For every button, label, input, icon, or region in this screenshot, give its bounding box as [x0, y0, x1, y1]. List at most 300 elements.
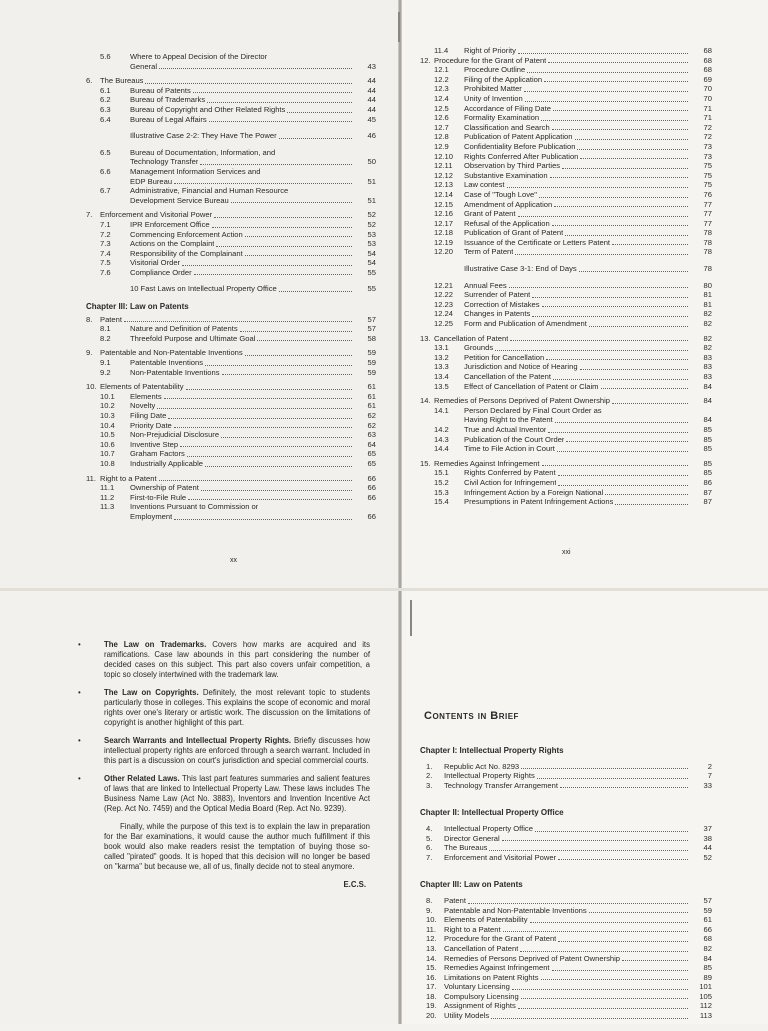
toc-title: First-to-File Rule — [130, 492, 187, 502]
toc-number: 10. — [86, 382, 97, 392]
dot-leader — [205, 466, 352, 467]
toc-number: 13.4 — [434, 372, 449, 381]
toc-entry — [420, 171, 712, 181]
toc-title: Illustrative Case 2-2: They Have The Power — [130, 131, 277, 141]
fold-mark — [398, 12, 400, 42]
toc-page-number: 53 — [367, 229, 376, 239]
dot-leader — [212, 227, 352, 228]
toc-entry — [420, 992, 712, 1002]
dot-leader — [612, 244, 688, 245]
toc-number: 13.2 — [434, 352, 449, 362]
dot-leader — [601, 388, 688, 389]
preface-text — [78, 640, 370, 890]
dot-leader — [201, 490, 352, 491]
toc-page-number: 54 — [367, 248, 376, 258]
preface-bullet — [78, 736, 370, 766]
toc-title: Filing Date — [130, 411, 167, 420]
toc-number: 3. — [426, 780, 433, 790]
toc-title: Utility Models — [444, 1011, 490, 1021]
toc-title: Infringement Action by a Foreign National — [464, 487, 604, 497]
toc-page-number: 59 — [703, 905, 712, 915]
toc-title: Presumptions in Patent Infringement Actions — [464, 497, 614, 507]
toc-page-number: 65 — [367, 449, 376, 459]
toc-number: 16. — [426, 972, 437, 982]
toc-title: Employment — [130, 511, 173, 521]
toc-page-number: 37 — [703, 823, 712, 833]
toc-page-number: 61 — [367, 391, 376, 401]
toc-number: 12. — [420, 55, 431, 65]
toc-page-number: 73 — [703, 151, 712, 161]
toc-page-number: 83 — [703, 362, 712, 372]
toc-title: Publication of Grant of Patent — [464, 228, 564, 238]
dot-leader — [544, 81, 688, 82]
toc-title: Rights Conferred by Patent — [464, 468, 556, 478]
dot-leader — [245, 255, 352, 256]
toc-number: 6.7 — [100, 186, 111, 196]
toc-page-number: 84 — [703, 381, 712, 391]
dot-leader — [555, 422, 688, 423]
toc-number: 11. — [86, 473, 96, 483]
dot-leader — [521, 768, 688, 769]
toc-title: Ownership of Patent — [130, 483, 199, 493]
toc-number: 20. — [426, 1011, 437, 1021]
toc-title: Actions on the Complaint — [130, 239, 215, 249]
toc-entry — [420, 65, 712, 75]
toc-number: 12.24 — [434, 309, 454, 319]
toc-title: Compulsory Licensing — [444, 991, 519, 1001]
toc-entry — [420, 488, 712, 498]
dot-leader — [200, 164, 352, 165]
toc-page-number: 63 — [367, 430, 376, 440]
toc-page-number: 82 — [703, 343, 712, 353]
toc-number: 12.13 — [434, 180, 454, 190]
toc-title: Responsibility of the Complainant — [130, 248, 243, 258]
dot-leader — [495, 350, 688, 351]
toc-title: Non-Patentable Inventions — [130, 367, 220, 377]
toc-page-number: 78 — [703, 237, 712, 247]
toc-entry — [86, 483, 376, 493]
dot-leader — [491, 1018, 688, 1019]
toc-number: 11.2 — [100, 492, 115, 502]
toc-title: Graham Factors — [130, 449, 185, 459]
toc-number: 18. — [426, 991, 437, 1001]
toc-page-number: 68 — [703, 65, 712, 75]
toc-title: Where to Appeal Decision of the Director — [130, 52, 268, 61]
dot-leader — [542, 306, 688, 307]
toc-page-number: 61 — [367, 382, 376, 392]
toc-page-number: 85 — [703, 963, 712, 973]
toc-entry — [420, 209, 712, 219]
toc-page-number: 52 — [367, 219, 376, 229]
toc-number: 14. — [426, 953, 437, 963]
dot-leader — [622, 960, 688, 961]
dot-leader — [186, 389, 352, 390]
toc-entry — [420, 46, 712, 56]
dot-leader — [521, 998, 688, 999]
toc-page-number: 70 — [703, 93, 712, 103]
preface-closing: Finally, while the purpose of this text is to explain the law in preparation for the Bar examinations, it would cause the author much fulfillment if this book would also make readers resist the temptation of buying those so-called "pirated" goods. It is hoped that this decision will no longer be based on "karma" but because we, all of us, finally decide not to steal anymore. — [104, 822, 370, 871]
toc-title: Accordance of Filing Date — [464, 103, 551, 113]
toc-entry — [86, 167, 376, 177]
dot-leader — [580, 369, 688, 370]
toc-number: 14.4 — [434, 444, 449, 454]
toc-number: 6. — [86, 76, 93, 86]
toc-page-number: 80 — [703, 280, 712, 290]
toc-entry — [420, 944, 712, 954]
toc-number: 12.17 — [434, 218, 454, 228]
toc-number: 7.6 — [100, 267, 111, 277]
dot-leader — [530, 922, 688, 923]
toc-entry — [420, 104, 712, 114]
dot-leader — [207, 102, 352, 103]
toc-title: Right to a Patent — [100, 473, 157, 483]
dot-leader — [209, 121, 352, 122]
toc-page-number: 50 — [367, 157, 376, 167]
dot-leader — [539, 197, 688, 198]
toc-title: Effect of Cancellation of Patent or Claim — [464, 381, 599, 391]
toc-title: EDP Bureau — [130, 176, 173, 186]
toc-number: 7.1 — [100, 219, 111, 229]
toc-page-number: 76 — [703, 189, 712, 199]
toc-entry — [86, 512, 376, 522]
toc-page-number: 112 — [699, 1001, 712, 1011]
toc-entry — [420, 762, 712, 772]
toc-entry — [420, 190, 712, 200]
toc-title: Development Service Bureau — [130, 195, 229, 205]
dot-leader — [550, 177, 688, 178]
toc-page-number: 77 — [703, 218, 712, 228]
dot-leader — [579, 271, 688, 272]
dot-leader — [159, 480, 352, 481]
bullet-lead: Search Warrants and Intellectual Property Rights. — [104, 736, 292, 745]
toc-page-number: 71 — [703, 103, 712, 113]
toc-title: Law contest — [464, 180, 505, 190]
toc-title: Civil Action for Infringement — [464, 477, 557, 487]
dot-leader — [510, 340, 688, 341]
toc-title: Visitorial Order — [130, 258, 181, 268]
toc-page-number: 73 — [703, 141, 712, 151]
toc-page-number: 57 — [703, 895, 712, 905]
dot-leader — [287, 112, 352, 113]
toc-entry — [86, 157, 376, 167]
toc-title: Illustrative Case 3-1: End of Days — [464, 264, 577, 274]
toc-entry — [420, 353, 712, 363]
toc-page-number: 55 — [367, 267, 376, 277]
dot-leader — [507, 187, 688, 188]
dot-leader — [575, 139, 689, 140]
toc-entry — [420, 396, 712, 406]
toc-entry — [420, 435, 712, 445]
toc-title: Bureau of Patents — [130, 85, 191, 95]
bullet-body: Definitely, the most relevant topic to students particularly those in colleges. This explains the scope of economic and moral rights over one's literary or artistic work. The discussion on the limitations of copyright is another highlight of this part. — [104, 688, 370, 727]
toc-title: Remedies Against Infringement — [434, 458, 540, 468]
dot-leader — [558, 859, 688, 860]
toc-number: 15. — [426, 963, 437, 973]
toc-title: Patentable and Non-Patentable Inventions — [100, 348, 243, 358]
dot-leader — [182, 265, 352, 266]
dot-leader — [558, 485, 688, 486]
toc-title: Elements of Patentability — [100, 382, 184, 392]
toc-entry — [86, 95, 376, 105]
toc-page-number: 86 — [703, 477, 712, 487]
toc-title: Rights Conferred After Publication — [464, 151, 579, 161]
dot-leader — [214, 217, 352, 218]
toc-page-number: 82 — [703, 319, 712, 329]
toc-page-number: 66 — [367, 483, 376, 493]
toc-number: 11.4 — [434, 46, 449, 55]
toc-number: 7.4 — [100, 248, 111, 258]
toc-page-number: 55 — [367, 284, 376, 294]
toc-number: 13.5 — [434, 381, 449, 391]
toc-number: 11.3 — [100, 502, 115, 512]
dot-leader — [518, 1008, 688, 1009]
toc-entry — [86, 186, 376, 196]
toc-number: 12.15 — [434, 199, 454, 209]
toc-entry — [420, 382, 712, 392]
toc-page-number: 72 — [703, 132, 712, 142]
toc-title: Director General — [444, 833, 500, 843]
toc-entry — [86, 249, 376, 259]
toc-entry — [86, 148, 376, 158]
toc-number: 6.6 — [100, 166, 111, 176]
toc-number: 13. — [426, 943, 437, 953]
toc-number: 12.5 — [434, 103, 449, 113]
toc-page-number: 81 — [703, 299, 712, 309]
bullet-lead: The Law on Trademarks. — [104, 640, 207, 649]
toc-entry — [86, 348, 376, 358]
toc-title: Commencing Enforcement Action — [130, 229, 243, 239]
toc-title: Confidentiality Before Publication — [464, 141, 576, 151]
toc-title: Remedies Against Infringement — [444, 963, 550, 973]
toc-title: Cancellation of Patent — [434, 333, 509, 343]
toc-number: 6.3 — [100, 104, 111, 114]
toc-number: 5. — [426, 833, 433, 843]
dot-leader — [558, 941, 688, 942]
toc-number: 15.3 — [434, 487, 449, 497]
dot-leader — [589, 912, 688, 913]
toc-entry — [86, 76, 376, 86]
dot-leader — [279, 138, 352, 139]
dot-leader — [124, 321, 352, 322]
toc-number: 12.20 — [434, 247, 454, 257]
toc-page-number: 85 — [703, 434, 712, 444]
toc-title: Patentable and Non-Patentable Inventions — [444, 905, 587, 915]
toc-title: Assignment of Rights — [444, 1001, 516, 1011]
dot-leader — [558, 475, 688, 476]
dot-leader — [518, 53, 688, 54]
toc-title: Grant of Patent — [464, 209, 516, 219]
chapter-heading: Chapter III: Law on Patents — [86, 302, 189, 312]
toc-title: Remedies of Persons Deprived of Patent Ownership — [434, 396, 611, 406]
folio-left: xx — [230, 557, 237, 564]
toc-entry — [420, 219, 712, 229]
toc-page-number: 78 — [703, 228, 712, 238]
toc-title: Technology Transfer — [130, 157, 199, 167]
toc-title: Bureau of Copyright and Other Related Rights — [130, 104, 286, 114]
toc-page-number: 68 — [703, 934, 712, 944]
toc-entry — [86, 392, 376, 402]
dot-leader — [557, 451, 688, 452]
dot-leader — [527, 72, 688, 73]
toc-number: 12. — [426, 934, 437, 944]
toc-page-number: 75 — [703, 180, 712, 190]
toc-number: 19. — [426, 1001, 437, 1011]
toc-title: Patentable Inventions — [130, 358, 204, 368]
toc-entry — [420, 228, 712, 238]
toc-entry — [420, 896, 712, 906]
toc-number: 14. — [420, 396, 431, 406]
toc-page-number: 105 — [699, 991, 712, 1001]
toc-number: 9.1 — [100, 358, 111, 368]
toc-entry — [86, 449, 376, 459]
toc-number: 8. — [426, 895, 433, 905]
toc-title: Enforcement and Visitorial Power — [100, 210, 213, 220]
toc-page-number: 61 — [367, 401, 376, 411]
toc-page-number: 82 — [703, 333, 712, 343]
toc-number: 12.8 — [434, 132, 449, 142]
fold-mark — [410, 600, 412, 636]
toc-number: 10.1 — [100, 391, 115, 401]
toc-page-number: 85 — [703, 444, 712, 454]
bullet-icon: • — [78, 688, 81, 697]
toc-number: 4. — [426, 823, 433, 833]
bullet-lead: The Law on Copyrights. — [104, 688, 199, 697]
toc-top-left — [86, 52, 376, 522]
toc-title: Procedure Outline — [464, 65, 526, 75]
toc-entry — [86, 421, 376, 431]
toc-page-number: 43 — [367, 61, 376, 71]
toc-page-number: 52 — [367, 210, 376, 220]
toc-title: Right to a Patent — [444, 924, 501, 934]
toc-number: 14.2 — [434, 424, 449, 434]
toc-title: Threefold Purpose and Ultimate Goal — [130, 333, 256, 343]
toc-page-number: 77 — [703, 209, 712, 219]
toc-title: Patent — [100, 314, 122, 324]
toc-title: Form and Publication of Amendment — [464, 319, 587, 329]
toc-number: 7.2 — [100, 229, 111, 239]
toc-top-right — [420, 46, 712, 507]
dot-leader — [257, 340, 352, 341]
toc-number: 8. — [86, 314, 93, 324]
toc-number: 10.7 — [100, 449, 115, 459]
toc-number: 6.2 — [100, 95, 111, 105]
toc-page-number: 66 — [367, 473, 376, 483]
folio-right: xxi — [562, 549, 571, 556]
toc-page-number: 62 — [367, 411, 376, 420]
toc-number: 15.2 — [434, 477, 449, 487]
toc-number: 12.2 — [434, 74, 449, 84]
toc-number: 14.3 — [434, 434, 449, 444]
toc-entry — [420, 56, 712, 66]
toc-page-number: 58 — [367, 333, 376, 343]
toc-title: Inventions Pursuant to Commission or — [130, 502, 259, 512]
toc-entry — [420, 1001, 712, 1011]
toc-page-number: 51 — [367, 176, 376, 186]
toc-page-number: 68 — [703, 46, 712, 55]
dot-leader — [524, 91, 688, 92]
toc-title: Formality Examination — [464, 113, 540, 123]
toc-number: 5.6 — [100, 52, 111, 61]
toc-title: True and Actual Inventor — [464, 424, 547, 434]
toc-number: 2. — [426, 771, 433, 781]
dot-leader — [174, 183, 352, 184]
toc-title: Publication of Patent Application — [464, 132, 573, 142]
toc-page-number: 57 — [367, 314, 376, 324]
toc-page-number: 53 — [367, 239, 376, 249]
dot-leader — [515, 254, 688, 255]
toc-entry — [420, 973, 712, 983]
toc-number: 11. — [426, 924, 436, 934]
dot-leader — [159, 68, 352, 69]
toc-number: 10. — [426, 915, 437, 925]
toc-entry — [86, 284, 376, 294]
chapter-heading: Chapter I: Intellectual Property Rights — [420, 746, 564, 755]
toc-number: 12.25 — [434, 319, 454, 329]
toc-entry — [420, 319, 712, 329]
toc-entry — [420, 824, 712, 834]
dot-leader — [245, 236, 352, 237]
dot-leader — [502, 840, 688, 841]
toc-page-number: 84 — [703, 953, 712, 963]
toc-number: 7. — [426, 852, 433, 862]
toc-number: 12.9 — [434, 141, 449, 151]
toc-number: 13.1 — [434, 343, 449, 353]
toc-title: Priority Date — [130, 420, 172, 430]
toc-page-number: 75 — [703, 170, 712, 180]
dot-leader — [509, 287, 688, 288]
toc-page-number: 33 — [703, 780, 712, 790]
toc-entry — [420, 309, 712, 319]
dot-leader — [157, 408, 352, 409]
toc-page-number: 75 — [703, 161, 712, 171]
toc-number: 7. — [86, 210, 93, 220]
toc-entry — [420, 843, 712, 853]
dot-leader — [535, 831, 688, 832]
toc-entry — [420, 362, 712, 372]
toc-page-number: 72 — [703, 122, 712, 132]
dot-leader — [222, 374, 353, 375]
toc-entry — [420, 906, 712, 916]
toc-number: 7.3 — [100, 239, 111, 249]
toc-page-number: 44 — [703, 843, 712, 853]
toc-title: Intellectual Property Rights — [444, 771, 535, 781]
toc-entry — [420, 497, 712, 507]
toc-entry — [86, 401, 376, 411]
dot-leader — [562, 168, 688, 169]
chapter-heading: Chapter II: Intellectual Property Office — [420, 808, 564, 818]
page-divider — [0, 588, 768, 591]
dot-leader — [216, 246, 352, 247]
toc-entry — [86, 239, 376, 249]
toc-page-number: 44 — [367, 95, 376, 105]
toc-entry — [420, 781, 712, 791]
toc-title: Remedies of Persons Deprived of Patent Ownership — [444, 953, 621, 963]
toc-entry — [420, 75, 712, 85]
toc-title: Patent — [444, 895, 466, 905]
preface-bullet — [78, 688, 370, 728]
toc-entry — [420, 161, 712, 171]
toc-page-number: 64 — [367, 439, 376, 449]
toc-page-number: 66 — [367, 492, 376, 502]
toc-title: Cancellation of the Patent — [464, 372, 551, 381]
toc-page-number: 44 — [367, 76, 376, 86]
dot-leader — [468, 903, 688, 904]
toc-number: 13. — [420, 333, 431, 343]
toc-entry — [86, 440, 376, 450]
toc-entry — [420, 459, 712, 469]
toc-number: 7.5 — [100, 258, 111, 268]
preface-bullet — [78, 640, 370, 680]
